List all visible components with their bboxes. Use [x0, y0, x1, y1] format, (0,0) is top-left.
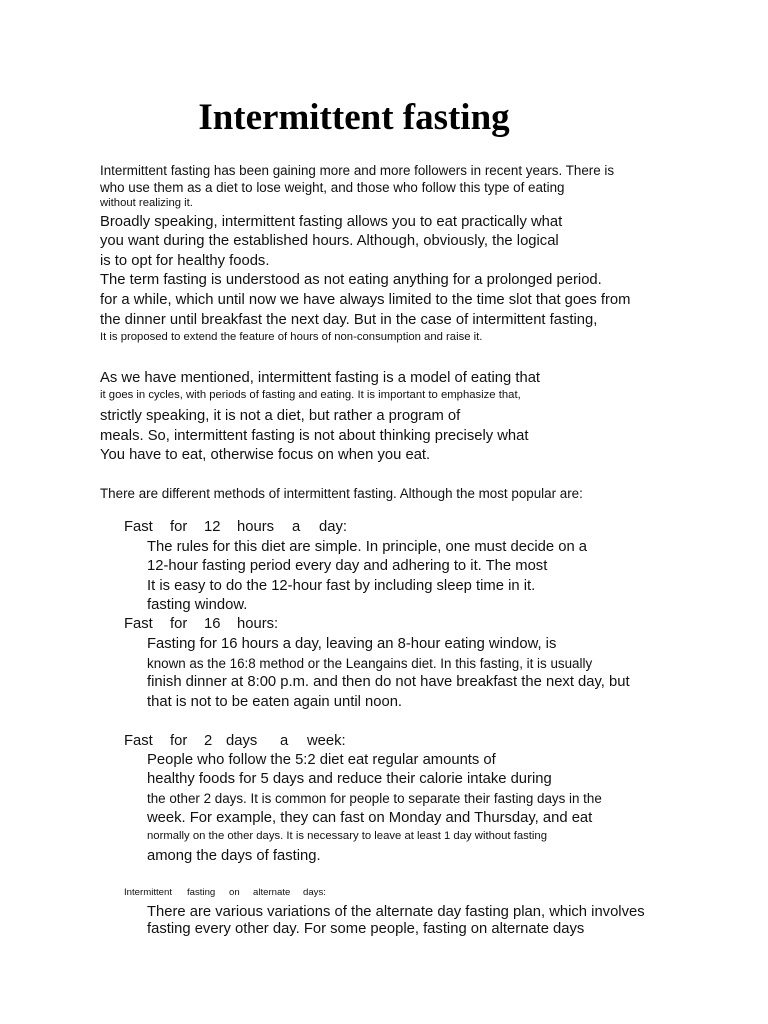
heading-word: week: [307, 733, 346, 749]
paragraph-line: you want during the established hours. Although, obviously, the logical [100, 233, 559, 249]
method-line: week. For example, they can fast on Monday and Thursday, and eat [147, 810, 593, 826]
intro-line: without realizing it. [100, 197, 193, 209]
method-line: The rules for this diet are simple. In principle, one must decide on a [147, 539, 588, 555]
heading-word: Intermittent [124, 887, 172, 898]
heading-word: Fast [124, 519, 153, 535]
heading-word: for [170, 616, 188, 632]
heading-word: a [292, 519, 301, 535]
intro-line: Intermittent fasting has been gaining more and more followers in recent years. There is [100, 163, 615, 178]
heading-word: alternate [253, 887, 291, 898]
heading-word: on [229, 887, 240, 898]
method-line: People who follow the 5:2 diet eat regular amounts of [147, 752, 496, 768]
method-line: fasting every other day. For some people, fasting on alternate days [147, 921, 585, 937]
heading-word: days [226, 733, 258, 749]
heading-word: 16 [204, 616, 221, 632]
method-heading [124, 732, 346, 751]
paragraph-line: it goes in cycles, with periods of fasting and eating. It is important to emphasize that, [100, 389, 521, 401]
method-line: known as the 16:8 method or the Leangains diet. In this fasting, it is usually [147, 656, 593, 671]
method-line: among the days of fasting. [147, 848, 321, 864]
heading-word: hours [237, 519, 275, 535]
methods-intro: There are different methods of intermittent fasting. Although the most popular are: [100, 486, 583, 501]
paragraph-line: the dinner until breakfast the next day. But in the case of intermittent fasting, [100, 312, 598, 328]
method-line: normally on the other days. It is necessary to leave at least 1 day without fasting [147, 830, 547, 842]
paragraph-line: strictly speaking, it is not a diet, but rather a program of [100, 408, 461, 424]
method-heading [124, 886, 326, 899]
paragraph-line: It is proposed to extend the feature of hours of non-consumption and raise it. [100, 331, 483, 343]
method-line: It is easy to do the 12-hour fast by including sleep time in it. [147, 578, 536, 594]
heading-word: for [170, 733, 188, 749]
heading-word: Fast [124, 733, 153, 749]
paragraph-line: The term fasting is understood as not eating anything for a prolonged period. [100, 272, 602, 288]
heading-word: fasting [187, 887, 216, 898]
paragraph-line: is to opt for healthy foods. [100, 253, 270, 269]
paragraph-line: As we have mentioned, intermittent fasting is a model of eating that [100, 370, 541, 386]
intro-line: who use them as a diet to lose weight, and those who follow this type of eating [100, 180, 565, 195]
heading-word: days: [303, 887, 326, 898]
heading-word: for [170, 519, 188, 535]
heading-word: 2 [204, 733, 213, 749]
paragraph-line: for a while, which until now we have always limited to the time slot that goes from [100, 292, 631, 308]
method-line: that is not to be eaten again until noon. [147, 694, 403, 710]
method-line: healthy foods for 5 days and reduce their calorie intake during [147, 771, 552, 787]
paragraph-line: You have to eat, otherwise focus on when you eat. [100, 447, 431, 463]
heading-word: hours: [237, 616, 279, 632]
heading-word: 12 [204, 519, 221, 535]
method-line: the other 2 days. It is common for people to separate their fasting days in the [147, 791, 602, 806]
heading-word: Fast [124, 616, 153, 632]
paragraph-line: Broadly speaking, intermittent fasting allows you to eat practically what [100, 214, 563, 230]
method-line: fasting window. [147, 597, 248, 613]
method-line: There are various variations of the alternate day fasting plan, which involves [147, 904, 645, 920]
heading-word: a [280, 733, 289, 749]
method-heading [124, 615, 278, 634]
paragraph-line: meals. So, intermittent fasting is not about thinking precisely what [100, 428, 529, 444]
method-heading [124, 518, 347, 537]
method-line: 12-hour fasting period every day and adhering to it. The most [147, 558, 548, 574]
heading-word: day: [319, 519, 347, 535]
document-title: Intermittent fasting [198, 97, 510, 138]
method-line: finish dinner at 8:00 p.m. and then do not have breakfast the next day, but [147, 674, 630, 690]
method-line: Fasting for 16 hours a day, leaving an 8-hour eating window, is [147, 636, 557, 652]
